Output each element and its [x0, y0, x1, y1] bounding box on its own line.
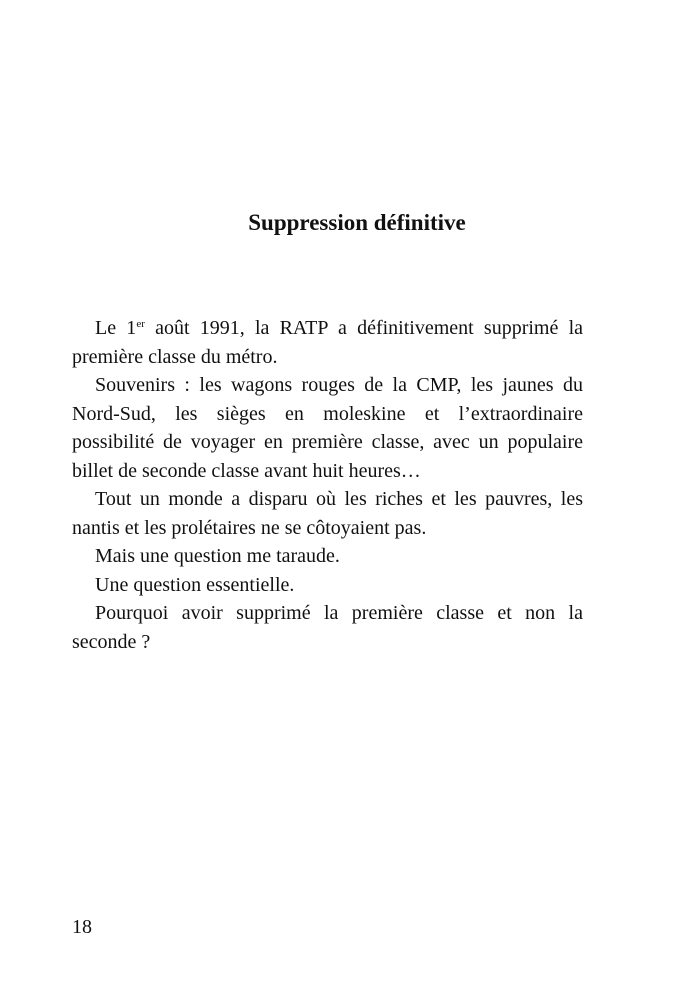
paragraph-2: Souvenirs : les wagons rouges de la CMP, les jaunes du Nord-Sud, les sièges en moleskine et l’extraordinaire possibilité de voyager en première classe, avec un populaire billet de seconde classe avant huit heures… [72, 374, 583, 482]
paragraph-3: Tout un monde a disparu où les riches et les pauvres, les nantis et les prolétaires ne se côtoyaient pas. [72, 488, 583, 539]
paragraph-5: Une question essentielle. [95, 573, 295, 596]
paragraph-6: Pourquoi avoir supprimé la première classe et non la seconde ? [72, 602, 583, 653]
paragraph-1 [72, 314, 583, 371]
body-text [72, 314, 583, 656]
paragraph-4: Mais une question me taraude. [95, 545, 340, 567]
page-number: 18 [72, 916, 92, 938]
ordinal-superscript: er [136, 318, 145, 330]
page-title: Suppression définitive [248, 210, 466, 235]
paragraph-1-start: Le 1 [95, 317, 137, 339]
paragraph-1-rest: août 1991, la RATP a définitivement supprimé la première classe du métro. [72, 317, 584, 368]
